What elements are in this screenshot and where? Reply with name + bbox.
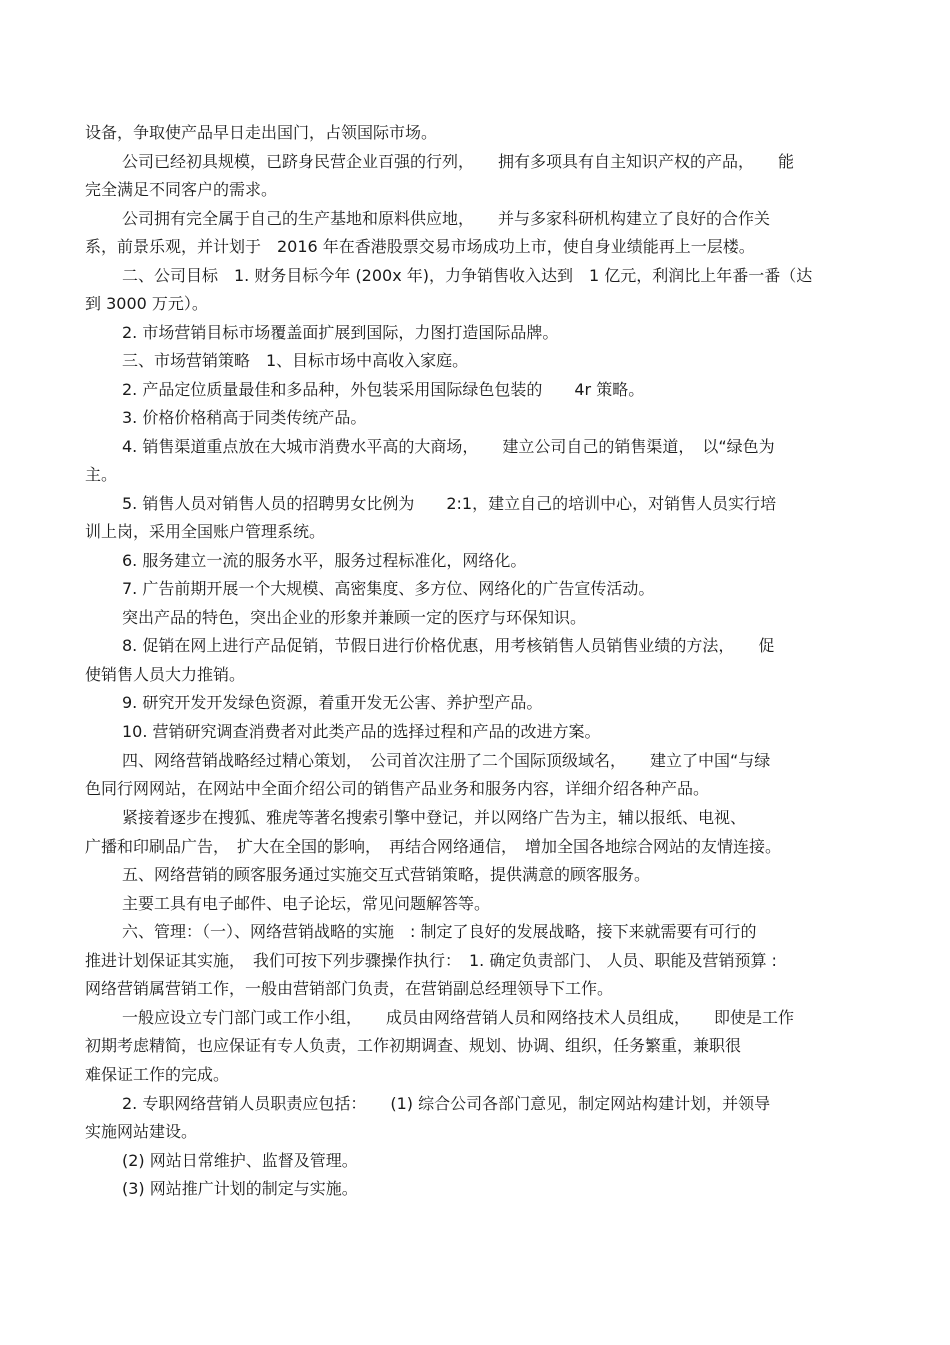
text-line: 难保证工作的完成。	[85, 1065, 230, 1084]
text-line: 五、网络营销的顾客服务通过实施交互式营销策略，提供满意的顾客服务。	[122, 865, 651, 884]
text-line: 主要工具有电子邮件、电子论坛，常见问题解答等。	[122, 894, 491, 913]
text-line: 广播和印刷品广告， 扩大在全国的影响， 再结合网络通信， 增加全国各地综合网站的友情连接。	[85, 837, 782, 856]
text-line: 使销售人员大力推销。	[85, 665, 246, 684]
text-line: 7. 广告前期开展一个大规模、高密集度、多方位、网络化的广告宣传活动。	[122, 579, 655, 598]
text-line: 6. 服务建立一流的服务水平，服务过程标准化，网络化。	[122, 551, 527, 570]
text-line: 色同行网网站，在网站中全面介绍公司的销售产品业务和服务内容，详细介绍各种产品。	[85, 779, 710, 798]
text-line: 主。	[85, 465, 118, 484]
text-line: 初期考虑精简，也应保证有专人负责，工作初期调查、规划、协调、组织，任务繁重，兼职很	[85, 1036, 742, 1055]
text-line: 10. 营销研究调查消费者对此类产品的选择过程和产品的改进方案。	[122, 722, 601, 741]
text-line: 9. 研究开发开发绿色资源，着重开发无公害、养护型产品。	[122, 693, 543, 712]
text-line: (2) 网站日常维护、监督及管理。	[122, 1151, 358, 1170]
text-line: 2. 专职网络营销人员职责应包括： (1) 综合公司各部门意见，制定网站构建计划，并领导	[122, 1094, 771, 1113]
text-line: 8. 促销在网上进行产品促销，节假日进行价格优惠，用考核销售人员销售业绩的方法， 促	[122, 636, 775, 655]
text-line: 2. 市场营销目标市场覆盖面扩展到国际，力图打造国际品牌。	[122, 323, 559, 342]
text-line: 2. 产品定位质量最佳和多品种，外包装采用国际绿色包装的 4r 策略。	[122, 380, 645, 399]
text-line: 网络营销属营销工作，一般由营销部门负责，在营销副总经理领导下工作。	[85, 979, 614, 998]
text-line: 一般应设立专门部门或工作小组， 成员由网络营销人员和网络技术人员组成， 即使是工作	[122, 1008, 795, 1027]
text-line: 二、公司目标 1. 财务目标今年 (200x 年)，力争销售收入达到 1 亿元，利润比上年番一番（达	[122, 266, 813, 285]
text-line: 三、市场营销策略 1、目标市场中高收入家庭。	[122, 351, 469, 370]
text-line: 公司已经初具规模，已跻身民营企业百强的行列， 拥有多项具有自主知识产权的产品， 能	[122, 152, 795, 171]
text-line: 公司拥有完全属于自己的生产基地和原料供应地， 并与多家科研机构建立了良好的合作关	[122, 209, 771, 228]
text-line: (3) 网站推广计划的制定与实施。	[122, 1179, 358, 1198]
text-line: 紧接着逐步在搜狐、雅虎等著名搜索引擎中登记，并以网络广告为主，辅以报纸、电视、	[122, 808, 747, 827]
text-line: 5. 销售人员对销售人员的招聘男女比例为 2:1，建立自己的培训中心，对销售人员实行培	[122, 494, 777, 513]
text-line: 到 3000 万元）。	[85, 294, 208, 313]
text-line: 六、管理：（一）、网络营销战略的实施 : 制定了良好的发展战略，接下来就需要有可行的	[122, 922, 757, 941]
text-line: 系，前景乐观，并计划于 2016 年在香港股票交易市场成功上市，使自身业绩能再上一层楼。	[85, 237, 755, 256]
text-line: 推进计划保证其实施， 我们可按下列步骤操作执行： 1. 确定负责部门、 人员、职能及营销预算 :	[85, 951, 777, 970]
text-line: 训上岗，采用全国账户管理系统。	[85, 522, 326, 541]
text-line: 实施网站建设。	[85, 1122, 198, 1141]
text-line: 3. 价格价格稍高于同类传统产品。	[122, 408, 367, 427]
text-line: 完全满足不同客户的需求。	[85, 180, 278, 199]
text-line: 突出产品的特色，突出企业的形象并兼顾一定的医疗与环保知识。	[122, 608, 587, 627]
text-line: 四、网络营销战略经过精心策划， 公司首次注册了二个国际顶级域名， 建立了中国“与绿	[122, 751, 771, 770]
text-line: 4. 销售渠道重点放在大城市消费水平高的大商场， 建立公司自己的销售渠道， 以“绿色为	[122, 437, 775, 456]
text-line: 设备，争取使产品早日走出国门，占领国际市场。	[85, 123, 438, 142]
